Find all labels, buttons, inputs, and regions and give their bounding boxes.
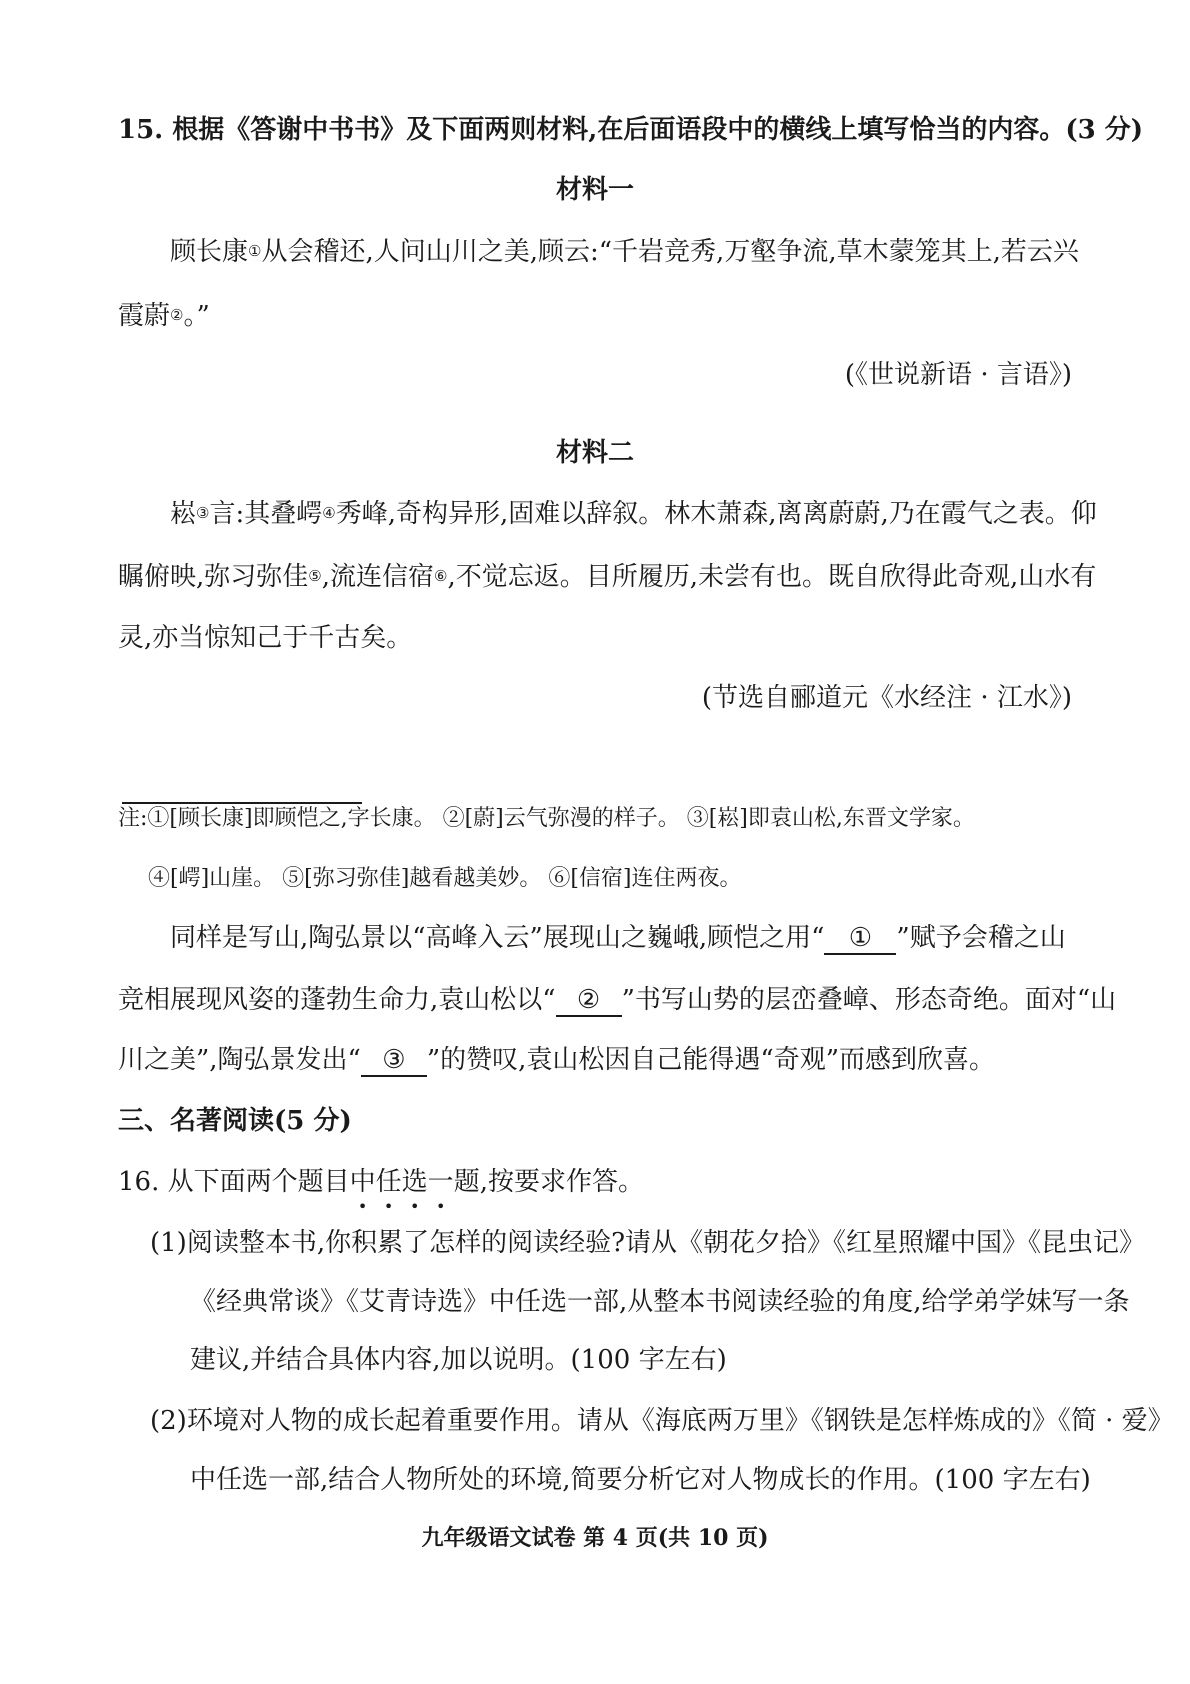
material-2-line-3: 灵,亦当惊知己于千古矣。: [118, 623, 413, 653]
footnote-mark: ⑥: [433, 567, 448, 585]
paragraph-text: 川之美”,陶弘景发出“: [118, 1045, 361, 1075]
question-15-title: 15. 根据《答谢中书书》及下面两则材料,在后面语段中的横线上填写恰当的内容。(3 分): [118, 115, 1144, 145]
material-2-text: 崧: [170, 499, 197, 529]
material-2-text: 瞩俯映,弥习弥佳: [118, 562, 309, 592]
emphasis-char: [375, 1165, 402, 1216]
fill-paragraph-line-2: [118, 983, 1116, 1017]
emphasis-dot: •: [357, 1197, 368, 1216]
emphasis-char-text: 任: [375, 1167, 402, 1197]
material-2-text: ,流连信宿: [321, 562, 434, 592]
footnotes-line-1: 注:①[顾长康]即顾恺之,字长康。 ②[蔚]云气弥漫的样子。 ③[崧]即袁山松,东晋文学家。: [118, 806, 975, 831]
option-2-line-2: 中任选一部,结合人物所处的环境,简要分析它对人物成长的作用。(100 字左右): [190, 1465, 1091, 1495]
fill-paragraph-line-1: [170, 921, 1066, 955]
material-1-source: (《世说新语 · 言语》): [844, 360, 1072, 390]
question-16-text: 题,按要求作答。: [453, 1167, 644, 1197]
material-1-text: 。”: [183, 301, 210, 331]
footnote-mark: ⑤: [308, 567, 322, 585]
emphasis-dot: •: [383, 1197, 394, 1216]
option-1-line-1: (1)阅读整本书,你积累了怎样的阅读经验?请从《朝花夕拾》《红星照耀中国》《昆虫记》: [150, 1228, 1146, 1258]
emphasis-char: [349, 1165, 376, 1216]
material-1-heading: 材料一: [555, 175, 634, 205]
emphasis-char: [401, 1165, 428, 1216]
material-1-text: 顾长康: [170, 237, 249, 267]
material-1-line-2: [118, 299, 210, 333]
option-2-line-1: (2)环境对人物的成长起着重要作用。请从《海底两万里》《钢铁是怎样炼成的》《简 · 爱》: [150, 1406, 1174, 1436]
paragraph-text: ”赋予会稽之山: [896, 923, 1066, 953]
emphasis-char-text: 中: [349, 1167, 376, 1197]
material-1-text: 从会稽还,人问山川之美,顾云:“千岩竞秀,万壑争流,草木蒙笼其上,若云兴: [261, 237, 1079, 267]
fill-paragraph-line-3: [118, 1043, 995, 1077]
footnote-mark: ④: [322, 504, 336, 522]
emphasis-char: [427, 1165, 454, 1216]
question-16-text: 16. 从下面两个题目: [118, 1167, 350, 1197]
page-footer: 九年级语文试卷 第 4 页(共 10 页): [421, 1525, 769, 1551]
paragraph-text: ”书写山势的层峦叠嶂、形态奇绝。面对“山: [621, 985, 1117, 1015]
paragraph-text: 同样是写山,陶弘景以“高峰入云”展现山之巍峨,顾恺之用“: [170, 923, 825, 953]
emphasis-dot: •: [435, 1197, 446, 1216]
option-1-line-2: 《经典常谈》《艾青诗选》中任选一部,从整本书阅读经验的角度,给学弟学妹写一条: [190, 1287, 1130, 1317]
emphasis-dot: •: [409, 1197, 420, 1216]
section-3-title: 三、名著阅读(5 分): [118, 1106, 352, 1136]
material-1-line-1: [170, 235, 1079, 269]
material-2-line-1: [170, 497, 1097, 531]
material-2-heading: 材料二: [555, 438, 634, 468]
material-2-text: 言:其叠崿: [209, 499, 323, 529]
emphasis-char-text: 一: [427, 1167, 454, 1197]
emphasis-char-text: 选: [401, 1167, 428, 1197]
material-2-text: 秀峰,奇构异形,固难以辞叙。林木萧森,离离蔚蔚,乃在霞气之表。仰: [335, 499, 1097, 529]
material-2-line-2: [118, 560, 1096, 594]
paragraph-text: ”的赞叹,袁山松因自己能得遇“奇观”而感到欣喜。: [426, 1045, 996, 1075]
option-1-line-3: 建议,并结合具体内容,加以说明。(100 字左右): [190, 1345, 727, 1375]
answer-blank-3[interactable]: ③: [361, 1045, 427, 1077]
answer-blank-2[interactable]: ②: [556, 985, 622, 1017]
paragraph-text: 竞相展现风姿的蓬勃生命力,袁山松以“: [118, 985, 556, 1015]
material-1-text: 霞蔚: [118, 301, 171, 331]
footnotes-line-2: ④[崿]山崖。 ⑤[弥习弥佳]越看越美妙。 ⑥[信宿]连住两夜。: [148, 866, 742, 891]
footnote-mark: ③: [196, 504, 210, 522]
footnote-mark: ①: [248, 242, 262, 260]
answer-blank-1[interactable]: ①: [824, 923, 896, 955]
material-2-source: (节选自郦道元《水经注 · 江水》): [701, 683, 1072, 713]
question-16-stem: [118, 1165, 644, 1216]
material-2-text: ,不觉忘返。目所履历,未尝有也。既自欣得此奇观,山水有: [447, 562, 1097, 592]
footnote-mark: ②: [170, 306, 184, 324]
